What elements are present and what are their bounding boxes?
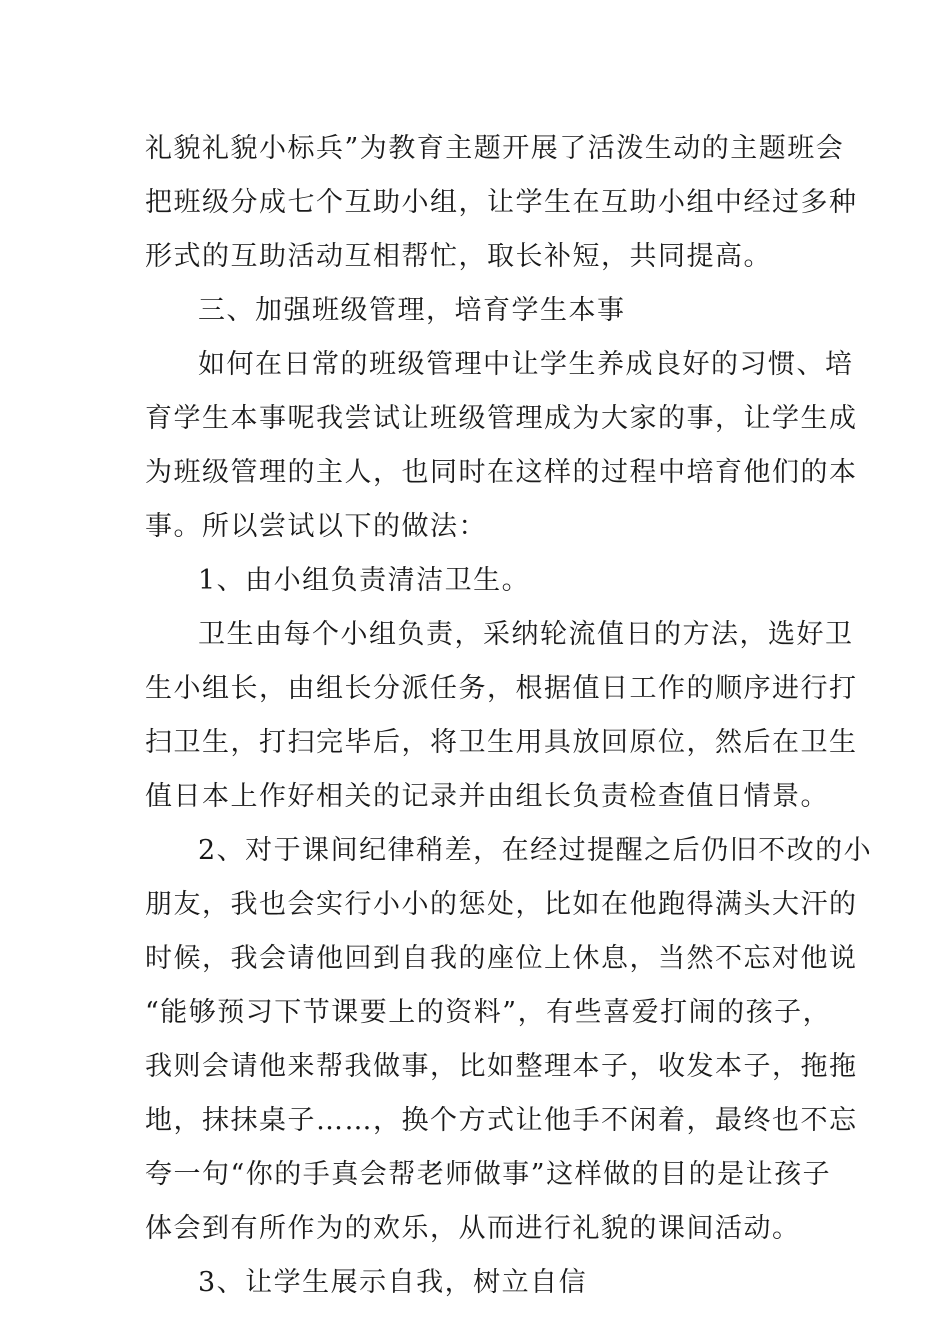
paragraph-line: 事。所以尝试以下的做法：: [145, 511, 487, 542]
paragraph-line: 2、对于课间纪律稍差，在经过提醒之后仍旧不改的小: [198, 835, 873, 866]
paragraph-line: 如何在日常的班级管理中让学生养成良好的习惯、培: [198, 349, 854, 380]
paragraph-line: 扫卫生，打扫完毕后，将卫生用具放回原位，然后在卫生: [145, 727, 858, 758]
paragraph-line: 生小组长，由组长分派任务，根据值日工作的顺序进行打: [145, 673, 858, 704]
paragraph-line: 育学生本事呢我尝试让班级管理成为大家的事，让学生成: [145, 403, 858, 434]
paragraph-line: 我则会请他来帮我做事，比如整理本子，收发本子，拖拖: [145, 1051, 858, 1082]
list-item-heading: 1、由小组负责清洁卫生。: [198, 565, 531, 596]
paragraph-line: 体会到有所作为的欢乐，从而进行礼貌的课间活动。: [145, 1213, 801, 1244]
paragraph-line: 时候，我会请他回到自我的座位上休息，当然不忘对他说: [145, 943, 858, 974]
paragraph-line: “能够预习下节课要上的资料”，有些喜爱打闹的孩子，: [145, 997, 832, 1028]
paragraph-line: 把班级分成七个互助小组，让学生在互助小组中经过多种: [145, 187, 858, 218]
list-item-heading: 3、让学生展示自我，树立自信: [198, 1267, 588, 1298]
paragraph-line: 夸一句“你的手真会帮老师做事”这样做的目的是让孩子: [145, 1159, 832, 1190]
paragraph-line: 形式的互助活动互相帮忙，取长补短，共同提高。: [145, 241, 772, 272]
paragraph-line: 地，抹抹桌子……，换个方式让他手不闲着，最终也不忘: [145, 1105, 858, 1136]
paragraph-line: 为班级管理的主人，也同时在这样的过程中培育他们的本: [145, 457, 858, 488]
paragraph-line: 卫生由每个小组负责，采纳轮流值日的方法，选好卫: [198, 619, 854, 650]
section-heading: 三、加强班级管理，培育学生本事: [198, 295, 626, 326]
paragraph-line: 值日本上作好相关的记录并由组长负责检查值日情景。: [145, 781, 829, 812]
paragraph-line: 朋友，我也会实行小小的惩处，比如在他跑得满头大汗的: [145, 889, 858, 920]
paragraph-line: 礼貌礼貌小标兵”为教育主题开展了活泼生动的主题班会: [145, 133, 845, 164]
